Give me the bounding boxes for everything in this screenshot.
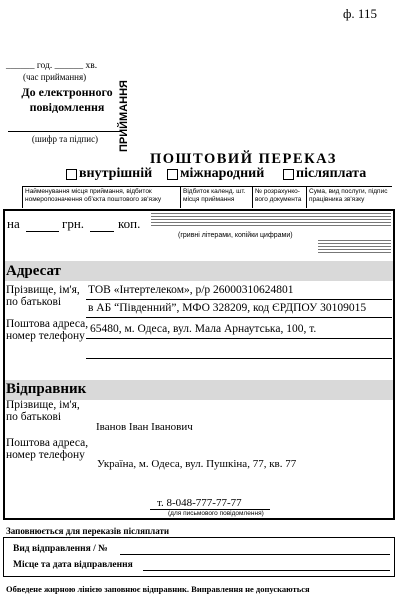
header-cell-document-number: № розрахунко-вого документа [255,188,302,203]
sender-address-value[interactable]: Україна, м. Одеса, вул. Пушкіна, 77, кв. 77 [97,458,297,470]
reception-title-line2: повідомлення [29,100,105,114]
addressee-address-label-2: номер телефону [6,330,85,342]
cod-shipment-field[interactable] [120,554,390,555]
header-divider [306,186,307,208]
reception-time-caption: (час приймання) [23,72,87,82]
cod-frame [3,537,395,577]
cod-title: Заповнюється для переказів післяплати [6,526,170,536]
amount-kop-field[interactable] [90,231,114,232]
reception-title-line1: До електронного [21,85,113,99]
sender-address-label [6,437,88,461]
amount-kop-label: коп. [118,216,141,231]
amount-uah-label: грн. [62,216,85,231]
amount-hatch-right [318,240,391,255]
sender-name-label-2: по батькові [6,411,62,423]
addressee-line [86,299,392,300]
header-divider [180,186,181,208]
amount-prefix: на [7,216,20,231]
sender-phone-caption: (для письмового повідомлення) [168,510,264,517]
signature-line [8,131,122,132]
transfer-title: ПОШТОВИЙ ПЕРЕКАЗ [150,151,337,167]
main-form-frame [3,209,395,520]
header-divider [22,186,23,208]
amount-uah-field[interactable] [26,231,59,232]
addressee-address-label-1: Поштова адреса, [6,318,89,330]
addressee-line [86,338,392,339]
addressee-name-label [6,284,80,308]
reception-vertical-label: ПРИЙМАННЯ [118,80,130,152]
cod-checkbox[interactable] [283,169,294,180]
footer-note: Обведене жирною лінією заповнює відправник. Виправлення не допускаються [6,584,310,594]
domestic-label: внутрішній [79,166,153,181]
amount-caption: (гривні літерами, копійки цифрами) [178,232,293,239]
addressee-heading: Адресат [6,263,61,279]
header-cell-reception-place: Найменування місця приймання, відбиток номеропозначення об'єкта поштового зв'язку [25,188,162,203]
header-cell-sum: Сума, вид послуги, підпис працівника зв'язку [309,188,388,203]
header-divider [252,186,253,208]
addressee-name-label-1: Прізвище, ім'я, [6,284,80,296]
addressee-name-value-1[interactable]: ТОВ «Інтертелеком», р/р 26000310624801 [88,284,294,296]
addressee-line [86,358,392,359]
header-top-line [22,186,392,187]
sender-name-label-1: Прізвище, ім'я, [6,399,80,411]
reception-time-line: ______ год. ______ хв. [6,61,98,71]
sender-phone-value[interactable]: т. 8-048-777-77-77 [157,497,242,509]
sender-address-label-2: номер телефону [6,449,85,461]
addressee-address-label [6,318,88,342]
form-number: ф. 115 [343,6,377,21]
international-label: міжнародний [180,166,265,181]
domestic-checkbox[interactable] [66,169,77,180]
amount-hatch [151,213,391,228]
sender-name-value[interactable]: Іванов Іван Іванович [96,421,193,433]
addressee-name-label-2: по батькові [6,296,62,308]
international-checkbox[interactable] [167,169,178,180]
addressee-address-value[interactable]: 65480, м. Одеса, вул. Мала Арнаутська, 100, т. [90,323,317,335]
header-cell-stamp: Відбиток календ. шт. місця приймання [183,188,246,203]
addressee-band [5,261,393,281]
cod-place-date-field[interactable] [143,570,390,571]
cod-shipment-label: Вид відправлення / № [13,544,108,554]
cod-place-date-label: Місце та дата відправлення [13,560,133,570]
cod-label: післяплата [296,166,367,181]
sender-address-label-1: Поштова адреса, [6,437,89,449]
signature-caption: (шифр та підпис) [31,134,99,144]
sender-name-label [6,399,80,423]
sender-heading: Відправник [6,381,87,397]
addressee-line [86,317,392,318]
addressee-name-value-2[interactable]: в АБ “Південний”, МФО 328209, код ЄРДПОУ 30109015 [88,302,367,314]
